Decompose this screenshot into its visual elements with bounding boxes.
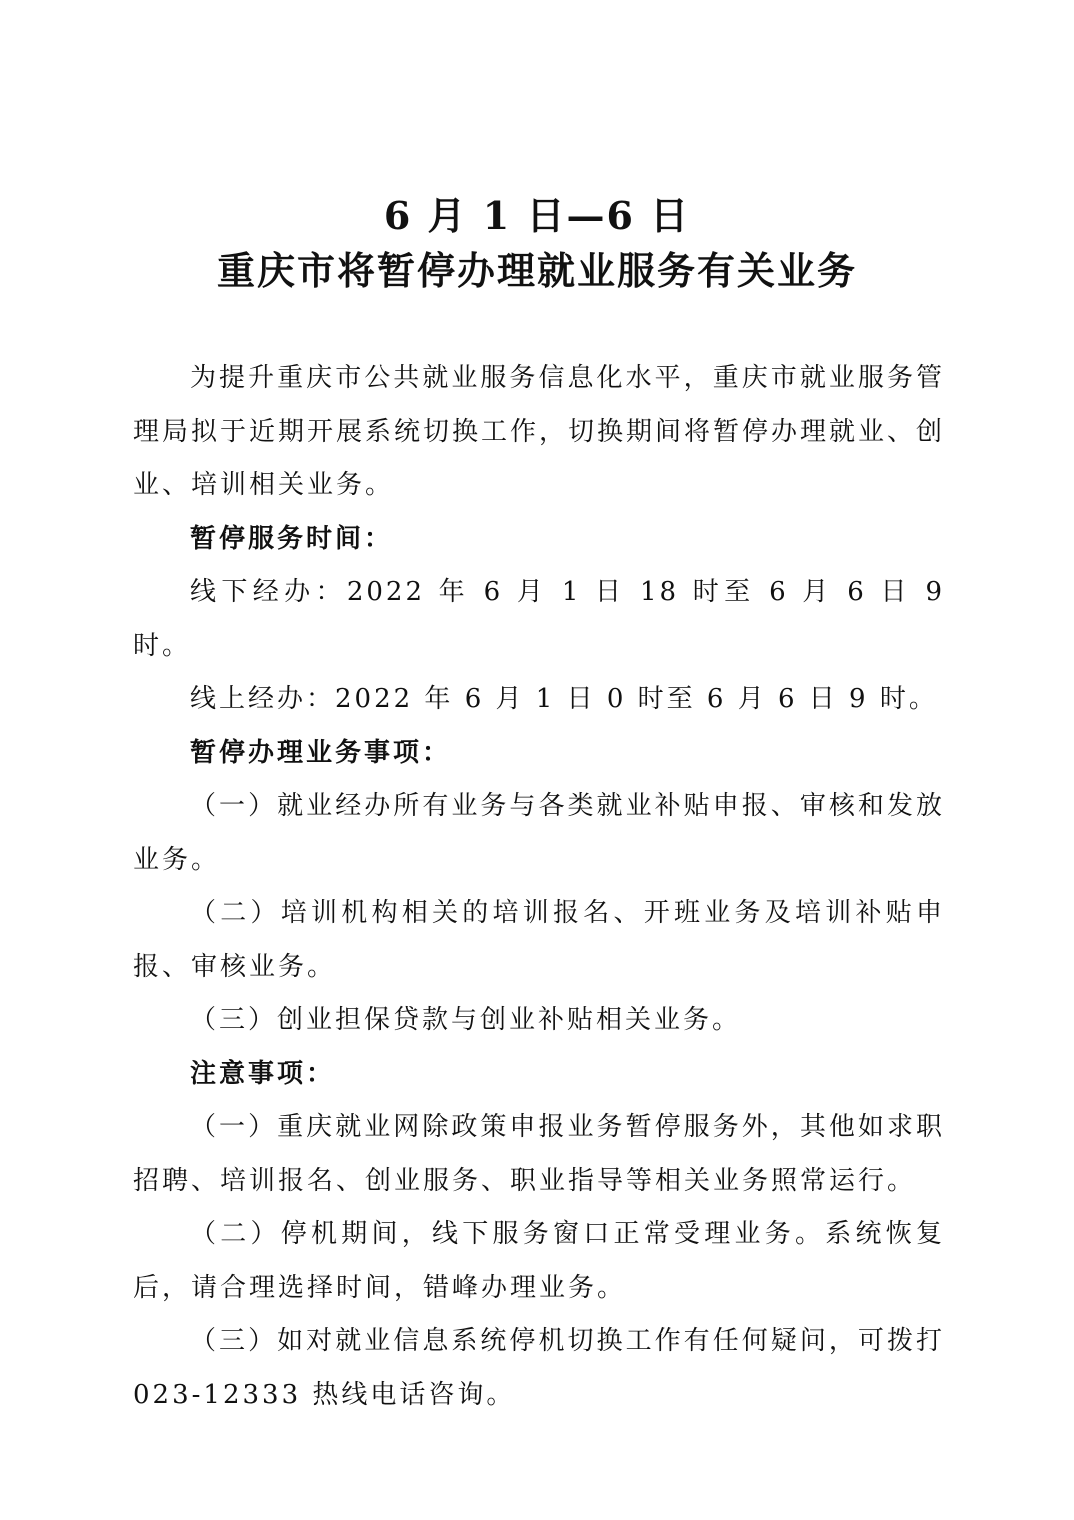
title-main: 重庆市将暂停办理就业服务有关业务 <box>216 248 857 293</box>
paragraph: （三）创业担保贷款与创业补贴相关业务。 <box>190 1005 742 1035</box>
paragraph: （二）停机期间，线下服务窗口正常受理业务。系统恢复后，请合理选择时间，错峰办理业务。 <box>133 1219 945 1303</box>
paragraph: 线下经办：2022 年 6 月 1 日 18 时至 6 月 6 日 9 时。 <box>133 577 945 661</box>
paragraph: （三）如对就业信息系统停机切换工作有任何疑问，可拨打023-12333 热线电话咨询。 <box>133 1326 945 1410</box>
section-heading: 暂停服务时间： <box>190 523 394 554</box>
paragraph: 线上经办：2022 年 6 月 1 日 0 时至 6 月 6 日 9 时。 <box>190 684 938 714</box>
paragraph: （二）培训机构相关的培训报名、开班业务及培训补贴申报、审核业务。 <box>133 898 945 982</box>
paragraph: 为提升重庆市公共就业服务信息化水平，重庆市就业服务管理局拟于近期开展系统切换工作，切换期间将暂停办理就业、创业、培训相关业务。 <box>133 363 946 500</box>
paragraph: （一）重庆就业网除政策申报业务暂停服务外，其他如求职招聘、培训报名、创业服务、职业指导等相关业务照常运行。 <box>133 1112 945 1196</box>
title-date: 6 月 1 日—6 日 <box>383 193 691 238</box>
section-heading: 暂停办理业务事项： <box>190 737 452 768</box>
document-body <box>133 352 945 1422</box>
section-heading: 注意事项： <box>190 1058 336 1089</box>
paragraph: （一）就业经办所有业务与各类就业补贴申报、审核和发放业务。 <box>133 791 945 875</box>
